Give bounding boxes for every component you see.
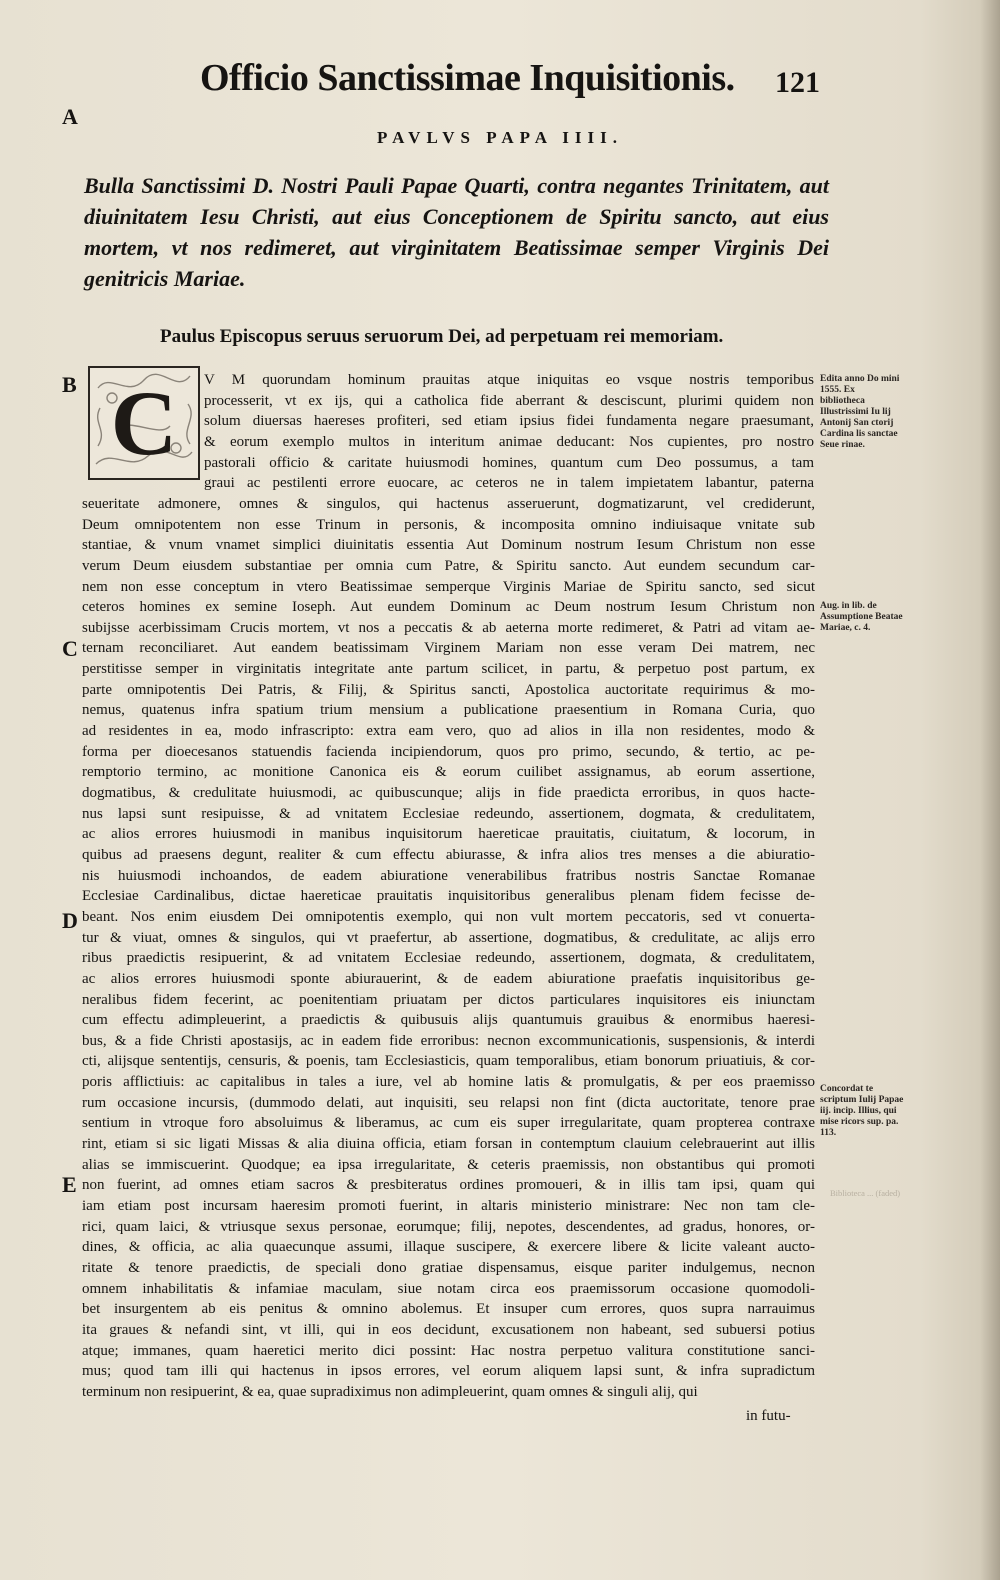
margin-letter-a: A	[62, 104, 78, 129]
margin-letter-e: E	[62, 1172, 77, 1197]
body-line: pastorali officio & caritate huiusmodi homines, quantum cum Deo possumus, a tam	[204, 454, 814, 471]
body-line: V M quorundam hominum prauitas atque iniquitas eo vsque nostris temporibus	[204, 372, 814, 388]
section-heading: PAVLVS PAPA IIII.	[376, 128, 624, 147]
body-line: cti, alijsque sententijs, censuris, & poenis, tam Ecclesiasticis, quam temporalibus, etiam bonorum priuatiuis, & cor-	[82, 1053, 815, 1070]
body-line: neralibus fidem fecerint, ac poenitentiam priuatam per dictos particulares inquisitores eis iniunctam	[82, 991, 815, 1008]
page-edge-shadow	[980, 0, 1000, 1580]
body-line: verum Deum eiusdem substantiae per omnia cum Patre, & Spiritu sancto. Aut eundem secundum car-	[82, 557, 815, 574]
body-line: rici, quam laici, & vtriusque sexus personae, eorumque; filij, nepotes, descendentes, ad gradus, honores, or-	[82, 1218, 815, 1235]
body-line: processerit, vt ex ijs, qui a catholica fide aberrant & desciscunt, plurimi quidem non	[204, 392, 814, 409]
marginal-note-edita	[820, 374, 902, 451]
body-line: sentium in vtroque foro absoluimus & liberamus, ac cum eis super irregularitate, quam propterea contraxe	[82, 1115, 815, 1132]
body-line: iam etiam post incursam haeresim promoti fuerint, in altaris ministerio ministrare: Nec non tam cle-	[82, 1198, 815, 1214]
body-line: poris afflictiuis: ac capitalibus in tales a iure, vel ab homine latis & promulgatis, & per eos praemisso	[82, 1074, 815, 1091]
body-line: tur & viuat, omnes & singulos, qui vt praefertur, ab assertione, dogmatibus, & credulitate, ac alijs erro	[82, 929, 815, 946]
margin-letter-d: D	[62, 908, 78, 933]
body-line: cum effectu adimpleuerint, a praedictis & quibusuis alijs quantumuis grauibus & enormibus haeresi-	[82, 1012, 815, 1029]
body-line: ac alios errores huiusmodi in manibus inquisitorum haereticae prauitatis, ciuitatum, & locorum, in	[82, 826, 815, 843]
body-line: rum occasione incursis, (dummodo delati, aut inquisiti, seu relapsi non fint (dicta auctoritate, tenore prae	[82, 1094, 815, 1111]
bulla-title: Bulla Sanctissimi D. Nostri Pauli Papae Quarti, contra negantes Trinitatem, aut diuinitatem Iesu Christi, aut eius Conceptionem de Spiritu sancto, aut eius mortem, vt nos redimeret, aut virginitatem Beatissimae semper Virginis Dei genitricis Mariae.	[84, 173, 829, 291]
body-line: ternam reconciliaret. Aut eandem beatissimam Virginem Mariam non esse veram Dei matrem, nec	[82, 640, 815, 657]
body-line: perstitisse semper in virginitatis integritate ante partum scilicet, in partu, & perpetuo post partum, ex	[82, 661, 815, 678]
body-line: subijsse acerbissimam Crucis mortem, vt nos a peccatis & ab aeterna morte redimeret, & Patri ad vitam ae-	[82, 619, 815, 636]
body-line: parte omnipotentis Dei Patris, & Filij, & Spiritus sancti, Apostolica auctoritate requirimus & mo-	[82, 681, 815, 698]
margin-letter-c: C	[62, 636, 78, 661]
marginal-note-concordat	[820, 1084, 906, 1139]
faded-library-stamp: Biblioteca ... (faded)	[830, 1188, 901, 1198]
margin-letter-b: B	[62, 372, 77, 397]
body-line: graui ac pestilenti errore euocare, ac ceteros ne in talem impietatem labantur, paterna	[204, 475, 814, 492]
body-line: omnem inhabilitatis & infamiae maculam, siue notam circa eos praemissorum occasione quomodoli-	[82, 1280, 815, 1297]
body-line: nem non esse conceptum in vtero Beatissimae semperque Virginis Mariae de Spiritu sancto, sed sicut	[82, 578, 815, 595]
body-line: ita graues & nefandi sint, vt illi, qui in eos decidunt, excusationem non habeant, sed subuersi potius	[82, 1321, 815, 1338]
body-line: & eorum exemplo multos in interitum animae deducant: Nos cupientes, pro nostro	[204, 433, 814, 450]
running-title: Officio Sanctissimae Inquisitionis.	[200, 57, 735, 99]
body-line: remptorio termino, ac monitione Canonica eis & eorum cuilibet assignamus, ab eorum assertione,	[82, 764, 815, 781]
body-line: nis huiusmodi inchoandos, de eadem abiuratione venerabilibus fratribus nostris Sanctae Romanae	[82, 867, 815, 884]
marginal-note-text: Aug. in lib. de Assumptione Beatae Mariae, c. 4.	[820, 601, 903, 633]
body-line: ad residentes in ea, modo infrascripto: extra eam vero, quo ad alios in illa non residentes, modo &	[82, 723, 815, 740]
marginal-note-augustine	[820, 601, 906, 634]
body-line: atque; immanes, quam haeretici merito dici possint: Hac nostra perpetuo valitura constitutione sanci-	[82, 1342, 815, 1359]
body-line: dines, & officia, ac alia quaecunque assumi, illaque suscipere, & exercere libere & licite valeant aucto-	[82, 1239, 815, 1256]
body-line: Ecclesiae Cardinalibus, dictae haereticae prauitatis inquisitoribus generalibus plenam fidem fecisse de-	[82, 888, 815, 905]
body-line: seueritate admonere, omnes & singulos, qui hactenus asseruerunt, dogmatizarunt, vel crediderunt,	[82, 495, 815, 512]
catchword: in futu-	[746, 1408, 791, 1424]
body-line: nemus, quatenus infra spatium trium mensium a publicatione praesentium in Romana Curia, quo	[82, 702, 815, 719]
body-line: stantiae, & vnum vnamet simplici diuinitatis essentia Aut Dominum nostrum Iesum Christum non esse	[82, 537, 815, 554]
body-line: ribus praedictis resipuerint, & ad vnitatem Ecclesiae redeundo, assertionem, dogmata, & credulitatem,	[82, 950, 815, 967]
folio-number: 121	[775, 66, 820, 99]
salutation: Paulus Episcopus seruus seruorum Dei, ad perpetuam rei memoriam.	[160, 326, 724, 347]
body-line: terminum non resipuerint, & ea, quae supradiximus non adimpleuerint, quam omnes & singuli alij, qui	[82, 1383, 698, 1400]
body-line: mus; quod tam illi qui hactenus in ipsos errores, vel eorum aliquem lapsi sunt, & infra supradictum	[82, 1363, 815, 1380]
body-line: ac alios errores huiusmodi sponte abiurauerint, & de eadem abiuratione praefatis inquisitoribus ge-	[82, 970, 815, 987]
body-line: ritate & tenore praedictis, de speciali dono gratiae dispensamus, eisque pariter indulgemus, necnon	[82, 1259, 815, 1276]
body-line: dogmatibus, & credulitate huiusmodi, ac quibuscunque; alijs in fide praedicta erroribus, in quos hacte-	[82, 785, 815, 801]
body-line: bet insurgentem ab eis penitus & omnino abolemus. Et insuper cum errores, quos supra narrauimus	[82, 1301, 815, 1318]
marginal-note-text: Edita anno Do mini 1555. Ex bibliotheca Illustrissimi Iu lij Antonij San ctorij Cardina lis sanctae Seue rinae.	[820, 374, 900, 450]
body-line: forma per dioecesanos statuendis facienda incipiendorum, quos pro primo, secundo, & tertio, ac pe-	[82, 743, 815, 760]
body-line: rint, etiam si sic ligati Missas & alia diuina officia, etiam forsan in contemptum clauium celebrauerint aut illis	[82, 1136, 815, 1153]
body-line: solum diuersas haereses profiteri, sed etiam ipsius fidei fundamenta negare praesumant,	[204, 413, 814, 430]
body-line: quibus ad praesens degunt, realiter & cum effectu abiurasse, & infra alios tres menses a die abiuratio-	[82, 846, 815, 863]
body-line: nus lapsi sunt resipuisse, & ad vnitatem Ecclesiae redeundo, assertionem, dogmata, & credulitatem,	[82, 805, 815, 822]
marginal-note-text: Concordat te scriptum Iulij Papae iij. incip. Illius, qui mise ricors sup. pa. 113.	[820, 1084, 904, 1138]
body-line: ceteros homines ex semine Ioseph. Aut eundem Dominum ac Deum nostrum Iesum Christum non	[82, 599, 815, 616]
body-line: Deum omnipotentem non esse Trinum in personis, & incomposita omnino indiuisaque vnitate sub	[82, 516, 815, 533]
body-line: alias se immiscuerint. Quodque; ea ipsa irregularitate, & ceteris praemissis, non obstantibus qui promoti	[82, 1156, 815, 1173]
decorated-initial	[88, 366, 200, 480]
body-line: bus, & a fide Christi apostasijs, ac in eadem fide erroribus: necnon excommunicationis, suspensionis, & interdi	[82, 1032, 815, 1049]
body-line: non fuerint, ad omnes etiam sacros & presbiteratus ordines promoueri, & in illis tam ipsi, quam qui	[82, 1177, 815, 1194]
initial-letter: C	[110, 372, 178, 474]
body-line: beant. Nos enim eiusdem Dei omnipotentis exemplo, qui non vult mortem peccatoris, sed vt conuerta-	[82, 908, 815, 925]
